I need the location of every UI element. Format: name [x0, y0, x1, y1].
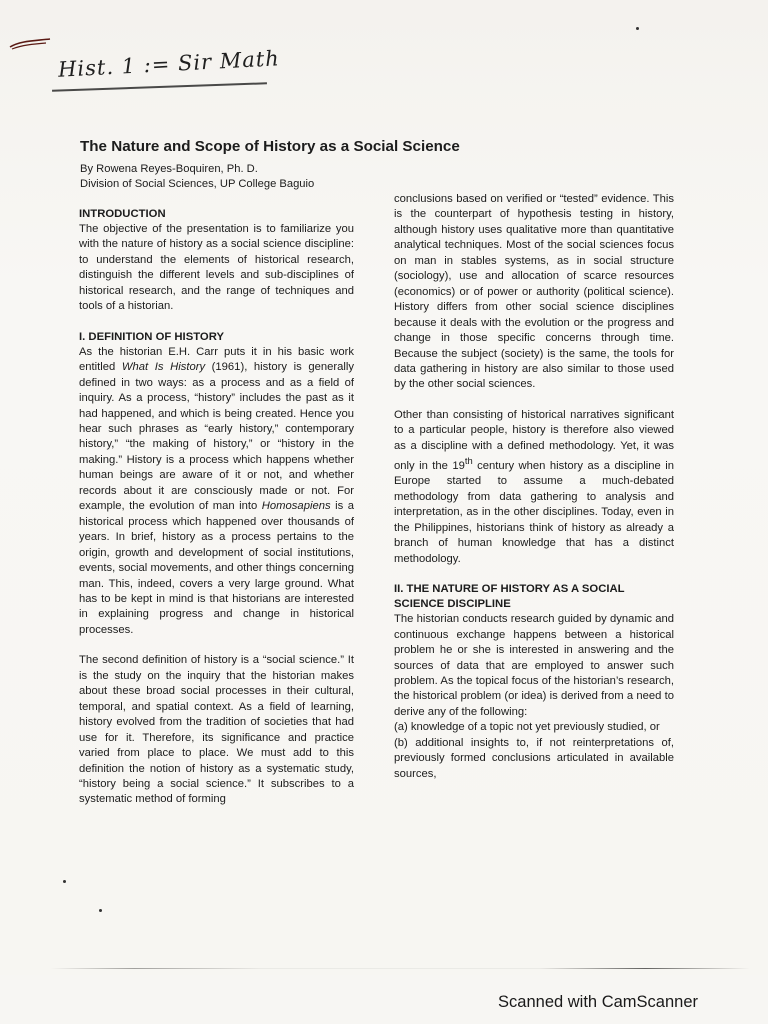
affiliation: Division of Social Sciences, UP College Baguio [80, 178, 315, 190]
section1-paragraph-1: As the historian E.H. Carr puts it in his basic work entitled What Is History (1961), history is generally defined in two ways: as a process and as a field of inquiry. As a process, “history” includes the past as it had happened, and which is being created. Hence you hear such phrases as “early history,” contemporary history,” “the making of history,” or “history in the making.” History is a process which happens whether human beings are aware of it or not, and whether records about it are consciously made or not. For example, the evolution of man into Homosapiens is a historical process which happened over thousands of years. In brief, history as a process pertains to the origin, growth and development of social institutions, events, social movements, and other things concerning man. This, indeed, covers a very large ground. What has to be kept in mind is that historians are interested in explaining progress and change in historical processes. [79, 345, 355, 636]
author: By Rowena Reyes-Boquiren, Ph. D. [80, 163, 258, 175]
handwritten-underline [52, 82, 267, 92]
stray-mark [63, 880, 66, 883]
right-column [394, 192, 674, 782]
right-paragraph-2: Other than consisting of historical narratives significant to a particular people, history is therefore also viewed as a discipline with a defined methodology. Yet, it was only in the 19th century when history as a discipline in Europe started to assume a much-debated methodology from data gathering to analysis and interpretation, as in the other disciplines. Today, even in the Philippines, historians think of history as already a branch of human knowledge that has a distinct methodology. [394, 408, 674, 565]
handwritten-note: Hist. 1 := Sir Math [57, 46, 281, 82]
page-bottom-edge [50, 968, 750, 969]
section1-paragraph-2: The second definition of history is a “social science.” It is the study on the inquiry that the historian makes about these broad social processes in their cultural, temporal, and spatial context. As a field of learning, history evolved from the tradition of societies that had use for it. Therefore, its significance and practice varied from place to place. We must add to this definition the notion of history as a systematic study, “history being a social science.” It subscribes to a systematic method of forming [79, 654, 354, 806]
camscanner-watermark: Scanned with CamScanner [498, 993, 698, 1011]
right-paragraph-1: conclusions based on verified or “tested” evidence. This is the counterpart of hypothesis testing in history, although history uses qualitative more than quantitative analytical techniques. Most of the social sciences focus on man in stables systems, as in social structure (sociology), use and allocation of scarce resources (economics) or of power or authority (political science). History differs from other social science disciplines because it deals with the evolution or the progress and change in those specific concerns through time. Because the subject (society) is the same, the tools for data gathering in history are also similar to those used by the other social sciences. [394, 193, 674, 391]
section2-heading: II. THE NATURE OF HISTORY AS A SOCIAL SCIENCE DISCIPLINE [394, 583, 625, 611]
byline [80, 162, 314, 192]
list-item-b: (b) additional insights to, if not reinterpretations of, previously formed conclusions articulated in available sources, [394, 736, 674, 780]
book-title: What Is History [121, 361, 206, 374]
section1-heading: I. DEFINITION OF HISTORY [79, 330, 224, 343]
list-item-a: (a) knowledge of a topic not yet previously studied, or [394, 721, 660, 734]
document-title: The Nature and Scope of History as a Social Science [80, 138, 460, 155]
stray-mark [99, 909, 102, 912]
species-term: Homosapiens [261, 500, 331, 513]
stray-mark [636, 27, 639, 30]
superscript-th: th [464, 456, 473, 467]
left-column [79, 207, 354, 808]
pen-scribble-mark [8, 37, 52, 51]
intro-paragraph: The objective of the presentation is to familiarize you with the nature of history as a social science discipline: to understand the elements of historical research, distinguish the different levels and sub-disciplines of historical research, and the range of techniques and tools of a historian. [79, 223, 354, 313]
section2-paragraph: The historian conducts research guided by dynamic and continuous exchange happens between a historical problem he or she is interested in answering and the sources of data that are employed to answer such problem. As the topical focus of the historian’s research, the historical problem (or idea) is derived from a need to derive any of the following: [394, 613, 674, 718]
intro-heading: INTRODUCTION [79, 208, 166, 220]
